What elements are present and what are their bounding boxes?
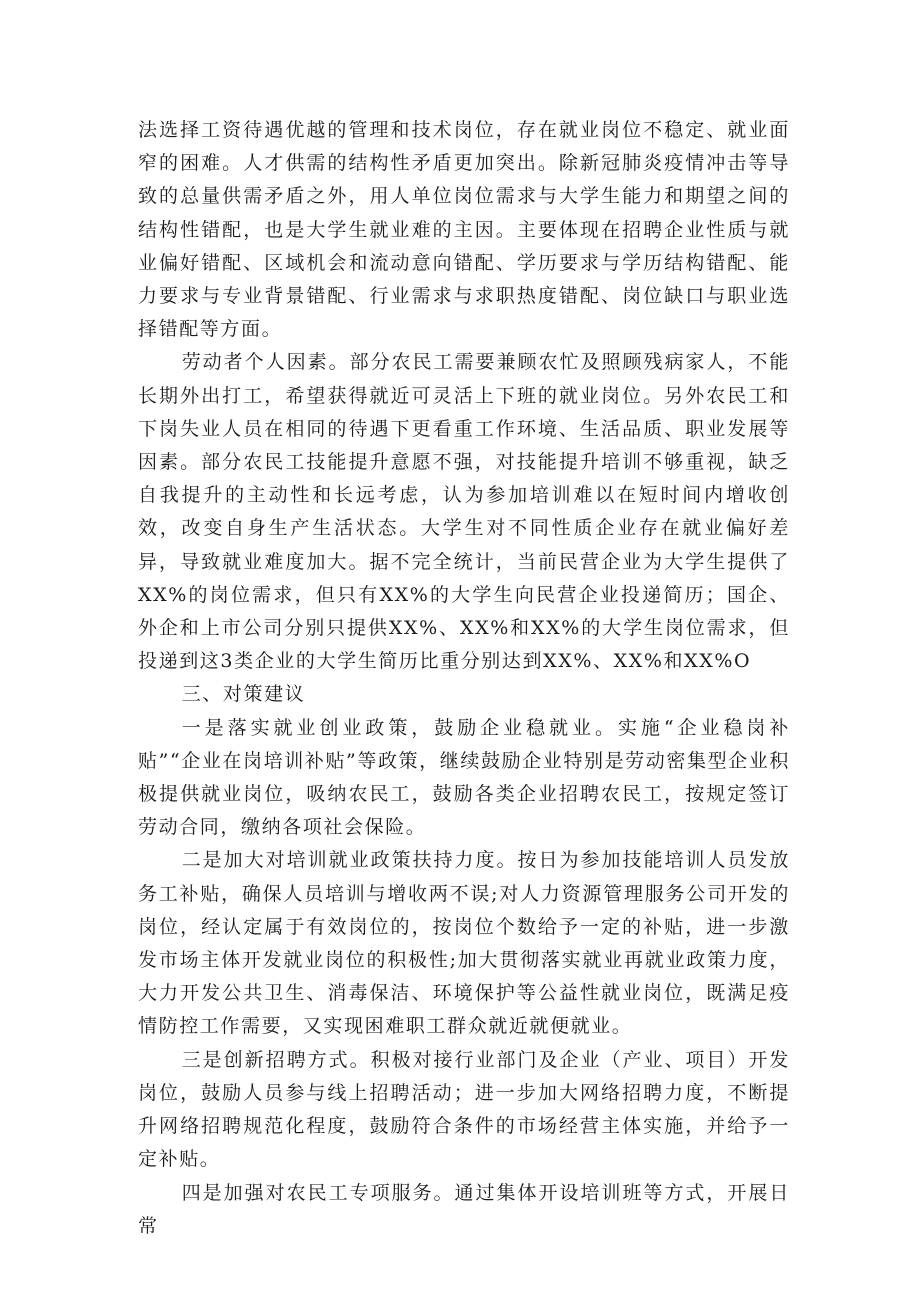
paragraph-suggestion-2: 二是加大对培训就业政策扶持力度。按日为参加技能培训人员发放务工补贴，确保人员培训与增收两不误;对人力资源管理服务公司开发的岗位，经认定属于有效岗位的，按岗位个数给予一定的补贴，进一步激发市场主体开发就业岗位的积极性;加大贯彻落实就业再就业政策力度，大力开发公共卫生、消毒保洁、环境保护等公益性就业岗位，既满足疫情防控工作需要，又实现困难职工群众就近就便就业。 bbox=[138, 849, 790, 1038]
paragraph-personal-factors: 劳动者个人因素。部分农民工需要兼顾农忙及照顾残病家人，不能长期外出打工，希望获得就近可灵活上下班的就业岗位。另外农民工和下岗失业人员在相同的待遇下更看重工作环境、生活品质、职业发展等因素。部分农民工技能提升意愿不强，对技能提升培训不够重视，缺乏自我提升的主动性和长远考虑，认为参加培训难以在短时间内增收创效，改变自身生产生活状态。大学生对不同性质企业存在就业偏好差异，导致就业难度加大。据不完全统计，当前民营企业为大学生提供了XX%的岗位需求，但只有XX%的大学生向民营企业投递简历；国企、外企和上市公司分别只提供XX%、XX%和XX%的大学生岗位需求，但投递到这3类企业的大学生简历比重分别达到XX%、XX%和XX%O bbox=[138, 351, 790, 673]
document-body bbox=[138, 114, 790, 1243]
paragraph-structural-mismatch: 法选择工资待遇优越的管理和技术岗位，存在就业岗位不稳定、就业面窄的困难。人才供需的结构性矛盾更加突出。除新冠肺炎疫情冲击等导致的总量供需矛盾之外，用人单位岗位需求与大学生能力和期望之间的结构性错配，也是大学生就业难的主因。主要体现在招聘企业性质与就业偏好错配、区域机会和流动意向错配、学历要求与学历结构错配、能力要求与专业背景错配、行业需求与求职热度错配、岗位缺口与职业选择错配等方面。 bbox=[138, 119, 790, 341]
paragraph-suggestion-1: 一是落实就业创业政策，鼓励企业稳就业。实施“企业稳岗补贴”“企业在岗培训补贴”等政策，继续鼓励企业特别是劳动密集型企业积极提供就业岗位，吸纳农民工，鼓励各类企业招聘农民工，按规定签订劳动合同，缴纳各项社会保险。 bbox=[138, 716, 790, 839]
section-heading: 三、对策建议 bbox=[181, 683, 306, 706]
paragraph-suggestion-3: 三是创新招聘方式。积极对接行业部门及企业（产业、项目）开发岗位，鼓励人员参与线上招聘活动；进一步加大网络招聘力度，不断提升网络招聘规范化程度，鼓励符合条件的市场经营主体实施，并给予一定补贴。 bbox=[138, 1048, 790, 1171]
paragraph-suggestion-4: 四是加强对农民工专项服务。通过集体开设培训班等方式，开展日常 bbox=[138, 1181, 790, 1237]
